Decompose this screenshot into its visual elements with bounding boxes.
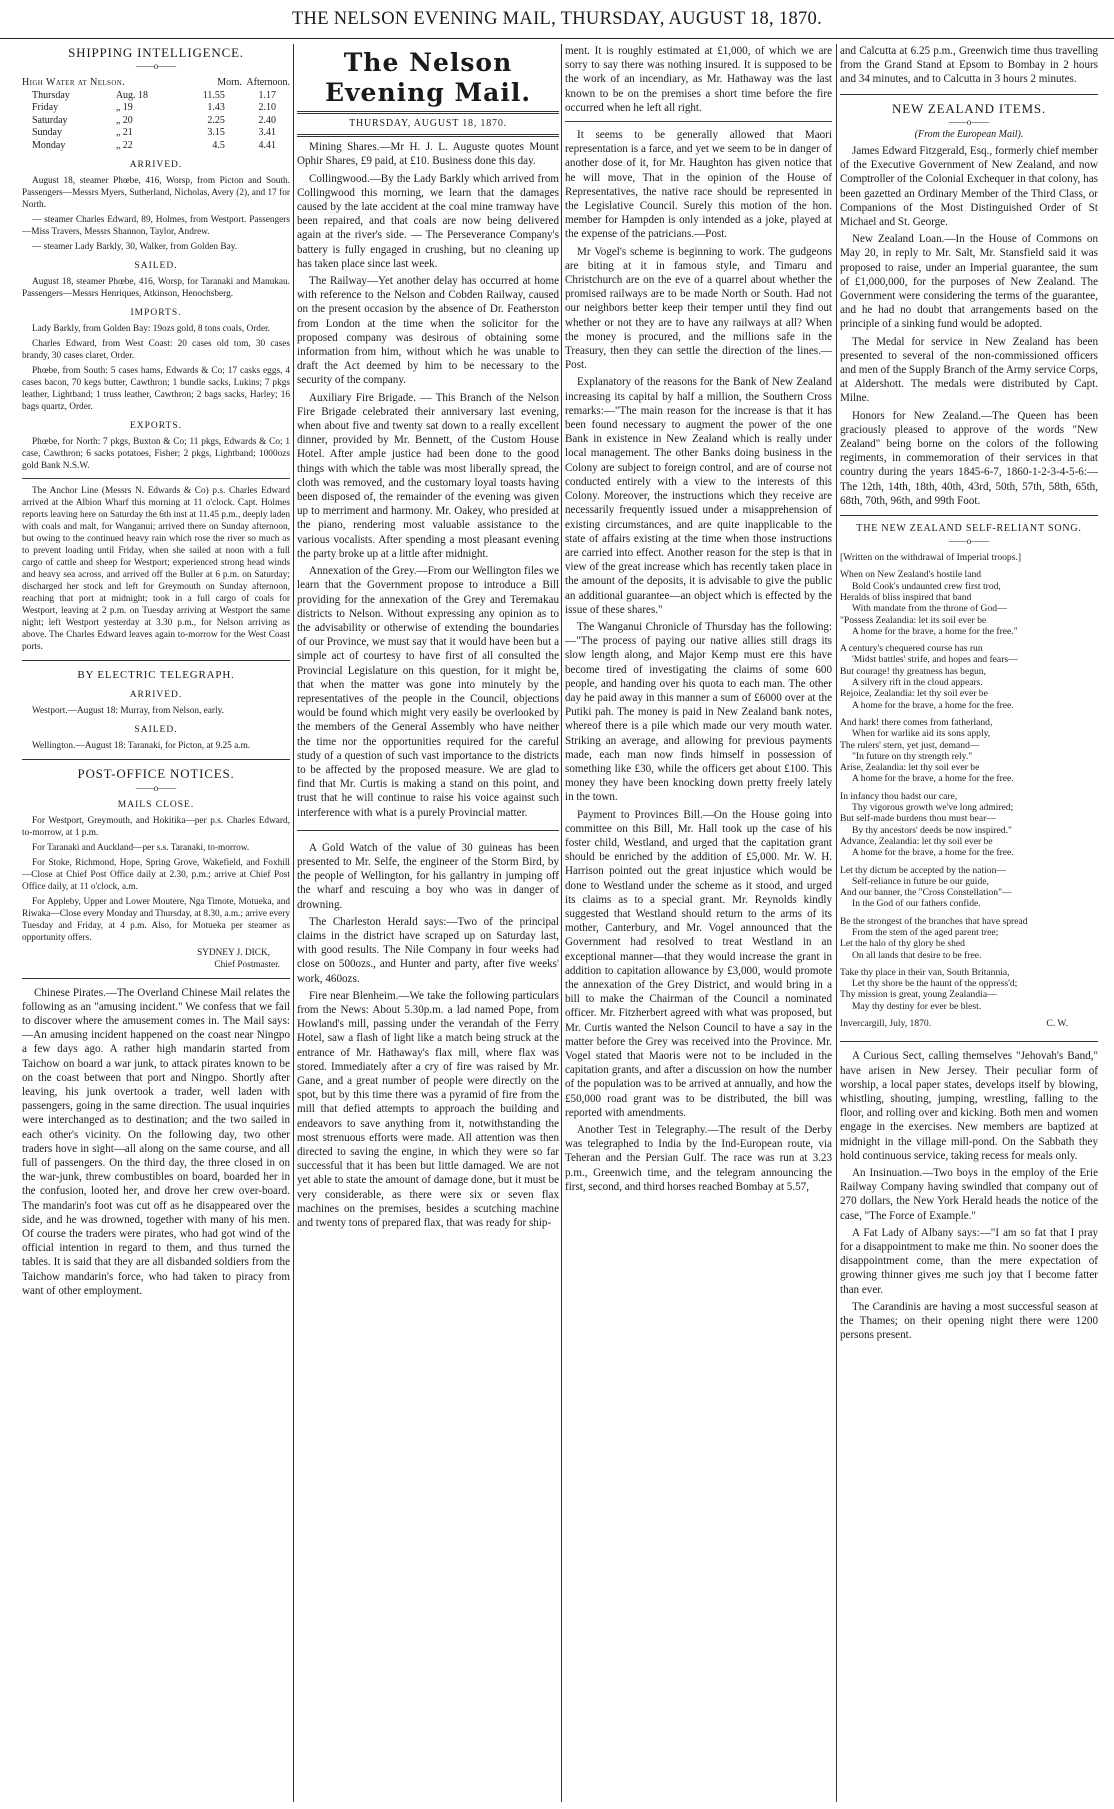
poem-stanza bbox=[840, 967, 1098, 1012]
poem-line: A home for the brave, a home for the free. bbox=[852, 847, 1014, 859]
nz-items-heading: NEW ZEALAND ITEMS. bbox=[892, 100, 1046, 116]
divider bbox=[22, 759, 290, 760]
poem-line: Thy vigorous growth we've long admired; bbox=[852, 802, 1014, 814]
tide-day: Saturday bbox=[32, 114, 68, 126]
fire-blenheim-article: Fire near Blenheim.—We take the following particulars from the News: About 5.30p.m. a lad named Pope, from Howland's mill, passing under the verandah of the Ferry Hotel, saw a flash of light like a match being struck at the entrance of Mr. Hathaway's flax mill, where flax was stored. Immediately after a cry of fire was raised by Mr. Gane, and a great number of people were directly on the spot, but by this time there was a pyramid of fire from the mill that defied attempts to approach the building and endeavors to save anything from it, notwithstanding the most strenuous efforts were made. All attention was then directed to saving the engine, in which they were so far successful that it has been but little damaged. We are not yet able to state the amount of damage done, but it must be very considerable, as there were six or seven flax machines on the premises, besides a scutching machine and twenty tons of prepared flax, that was ready for ship- bbox=[297, 989, 559, 1230]
railway-article: The Railway—Yet another delay has occurred at home with reference to the Nelson and Cobden Railway, caused on the present occasion by the absence of Dr. Featherston from London at the time when the solicitor for the proposed company was desirous of obtaining some information from him, without which he was unable to draft the Act deemed by him to be necessary to the security of the company. bbox=[297, 275, 559, 387]
tide-morn: 2.25 bbox=[207, 114, 225, 126]
tide-morn: 11.55 bbox=[202, 89, 225, 101]
fat-lady-item: A Fat Lady of Albany says:—"I am so fat that I pray for a disappointment to make me thin. No sooner does the disappointment come, than the mere expectation of growing thinner gives me such joy that I become fatter than ever. bbox=[840, 1226, 1098, 1296]
column-1 bbox=[22, 44, 290, 1802]
fire-brigade-article: Auxiliary Fire Brigade. — This Branch of the Nelson Fire Brigade celebrated their anniversary last evening, when about five and twenty sat down to a really excellent dinner, provided by Mr. Bennett, of the Custom House Hotel. After ample justice had been done to the good things with which the table was most liberally spread, the cloth was removed, and the customary loyal toasts having been disposed of, the remainder of the evening was given up to merriment and harmony. Mr. Oakey, who presided at the piano, rendering most valuable assistance to the various vocalists. After spending a most pleasant evening the party broke up at a little after midnight. bbox=[297, 391, 559, 560]
gold-watch-article: A Gold Watch of the value of 30 guineas has been presented to Mr. Selfe, the engineer of the Storm Bird, by the people of Wellington, for his gallantry in jumping off the wharf and rescuing a boy who was in danger of drowning. bbox=[297, 841, 559, 911]
tide-day: Sunday bbox=[32, 127, 62, 139]
post-office-heading: POST-OFFICE NOTICES. bbox=[77, 766, 235, 782]
ornament: ——o—— bbox=[135, 61, 177, 72]
poem-line: Let the halo of thy glory be shed bbox=[840, 938, 965, 950]
poem-line: And hark! there comes from fatherland, bbox=[840, 716, 993, 728]
poem-line: When for warlike aid its sons apply, bbox=[852, 728, 991, 740]
poem-stanza bbox=[840, 643, 1098, 711]
poem-line: From the stem of the aged parent tree; bbox=[852, 927, 999, 938]
poem-line: Let thy shore be the haunt of the oppress'd; bbox=[852, 978, 1018, 990]
column-4 bbox=[840, 44, 1098, 1802]
anchor-line-report: The Anchor Line (Messrs N. Edwards & Co) p.s. Charles Edward arrived at the Albion Wharf this morning at 11 o'clock. Capt. Holmes reports leaving here on Saturday the 6th inst at 11.45 p.m., deeply laden with coals and malt, for Wanganui; arrived there on Sunday afternoon, but owing to the continued heavy rain which rose the river so much as to prevent loading until Friday, when she sailed at noon with a full cargo of cattle and sheep for Westport; experienced strong head winds and heavy sea across, and arrived off the Buller at 6 p.m. on Saturday; discharged her stock and left for Greymouth on Sunday afternoon, reaching that port at midnight; took in a full cargo of coals for Westport, leaving at 2 p.m. on Tuesday arriving at Westport the same night; left Westport yesterday at 3.30 p.m., for Nelson arriving as above. The Charles Edward leaves again to-morrow for the West Coast ports. bbox=[22, 486, 290, 653]
poem-line: On all lands that desire to be free. bbox=[852, 949, 982, 961]
tide-morn: 3.15 bbox=[207, 127, 225, 139]
dateline: THURSDAY, AUGUST 18, 1870. bbox=[349, 118, 507, 129]
divider bbox=[840, 1041, 1098, 1042]
tide-afternoon: 1.17 bbox=[258, 89, 276, 101]
tide-row bbox=[22, 140, 290, 153]
poem-line: With mandate from the throne of God— bbox=[852, 603, 1007, 615]
poem-line: By thy ancestors' deeds be now inspired." bbox=[852, 824, 1012, 836]
imports-heading: IMPORTS. bbox=[130, 308, 182, 319]
medal-item: The Medal for service in New Zealand has been presented to several of the non-commissioned officers and men of the Supply Branch of the Army service Corps, at Aldershott. The medals were distributed by Capt. Milne. bbox=[840, 335, 1098, 405]
fitzgerald-item: James Edward Fitzgerald, Esq., formerly chief member of the Executive Government of New Zealand, and now Comptroller of the Colonial Exchequer in that colony, has been gazetted an Ordinary Member of the Third Class, or Companions of the Most Distinguished Order of St Michael and St. George. bbox=[840, 145, 1098, 229]
telegraph-arrival: Westport.—August 18: Murray, from Nelson, early. bbox=[32, 706, 224, 717]
bank-capital-article: Explanatory of the reasons for the Bank of New Zealand increasing its capital by half a million, the Southern Cross remarks:—"The main reason for the increase is that it has been found necessary to augment the power of the one Bank in existence in New Zealand which is really under local management. The other Banks doing business in the Colony are subject to foreign control, and are of course not conducted entirely with a view to the interests of this Colony. Moreover, the instructions which they receive are necessarily frequently issued under a misapprehension of existing circumstances, and are quite inapplicable to the state of affairs existing at the time when those instructions are carried into effect. Another reason for the step is that in view of the great increase which has recently taken place in the amount of the deposits, it is advisable to give the public an additional guarantee—an object which is effected by the issue of these shares." bbox=[565, 376, 832, 616]
tide-afternoon: 4.41 bbox=[258, 139, 276, 151]
divider bbox=[840, 94, 1098, 95]
poem-line: "In future on thy strength rely." bbox=[852, 750, 973, 762]
nz-loan-item: New Zealand Loan.—In the House of Commons on May 20, in reply to Mr. Salt, Mr. Stansfield said it was proposed to raise, under an Imperial guarantee, the sum of £1,000,000, for the purposes of New Zealand. The Government were considering the terms of the guarantee, and he had no doubt that arrangements based on the principle of a sinking fund would be adopted. bbox=[840, 233, 1098, 331]
telegraph-sailing: Wellington.—August 18: Taranaki, for Picton, at 9.25 a.m. bbox=[32, 741, 251, 752]
poem-line: Self-reliance in future be our guide, bbox=[852, 875, 989, 887]
tide-afternoon: 2.10 bbox=[258, 102, 276, 114]
telegraphy-continuation: and Calcutta at 6.25 p.m., Greenwich time thus travelling from the Grand Stand at Epsom to Bombay in 2 hours and 34 minutes, and to Calcutta in 3 hours 2 minutes. bbox=[840, 45, 1098, 86]
sailed-heading: SAILED. bbox=[134, 261, 178, 272]
poem-line: May thy destiny for ever be blest. bbox=[852, 1000, 982, 1012]
import-entry: Lady Barkly, from Golden Bay: 19ozs gold, 8 tons coals, Order. bbox=[32, 324, 270, 335]
divider bbox=[840, 515, 1098, 516]
tide-row bbox=[22, 90, 290, 103]
arrival-entry: — steamer Lady Barkly, 30, Walker, from Golden Bay. bbox=[32, 242, 238, 253]
poem-line: In infancy thou hadst our care, bbox=[840, 790, 958, 802]
ornament: ——o—— bbox=[135, 782, 177, 793]
newspaper-flag: The Nelson Evening Mail. bbox=[324, 48, 532, 107]
song-signature: C. W. bbox=[1046, 1018, 1068, 1030]
tide-row bbox=[22, 127, 290, 140]
poem-line: When on New Zealand's hostile land bbox=[840, 569, 982, 581]
vogel-scheme-article: Mr Vogel's scheme is beginning to work. The gudgeons are biting at it in famous style, and Timaru and Christchurch are on the eve of a quarrel about whether the promised railways are to be made North or South. Had not our neighbors better keep their temper until they find out whether or not they are to have any railways at all? When the money is procured, and the millions safe in the Treasury, then they can settle the direction of the lines.—Post. bbox=[565, 245, 832, 372]
ornament: ——o—— bbox=[948, 116, 990, 127]
poem-line: Rejoice, Zealandia: let thy soil ever be bbox=[840, 688, 988, 700]
divider bbox=[22, 978, 290, 979]
arrival-entry: August 18, steamer Phœbe, 416, Worsp, from Picton and South. Passengers—Messrs Myers, Sutherland, Nicholas, Avery (2), and 17 for North. bbox=[22, 176, 290, 211]
fire-continuation: ment. It is roughly estimated at £1,000, of which we are sorry to say there was nothing insured. It is supposed to be the work of an incendiary, as Mr. Hathaway was the last known to be on the premises a short time before the fire occurred when he left all right. bbox=[565, 45, 832, 114]
divider bbox=[297, 830, 559, 831]
divider bbox=[22, 660, 290, 661]
tide-date: „ 21 bbox=[115, 127, 133, 139]
mining-shares-article: Mining Shares.—Mr H. J. L. Auguste quotes Mount Ophir Shares, £9 paid, at £10. Business done this day. bbox=[297, 141, 559, 168]
poem-line: In the God of our fathers confide. bbox=[852, 898, 981, 910]
column-rule bbox=[836, 44, 837, 1802]
poem-line: Take thy place in their van, South Britannia, bbox=[840, 966, 1010, 978]
song-note: [Written on the withdrawal of Imperial troops.] bbox=[840, 552, 1022, 564]
collingwood-article: Collingwood.—By the Lady Barkly which arrived from Collingwood this morning, we learn that the damages caused by the late accident at the coal mine tramway have been repaired, and that coals are now being delivered again at the river's side. — The Perseverance Company's battery is fully engaged in crushing, but no cleaning up has taken place since last week. bbox=[297, 172, 559, 270]
poem-line: A silvery rift in the cloud appears. bbox=[852, 677, 983, 689]
tide-header-times bbox=[179, 77, 290, 90]
arrival-entry: — steamer Charles Edward, 89, Holmes, from Westport. Passengers—Miss Travers, Messrs Shannon, Taylor, Andrew. bbox=[22, 215, 290, 238]
poem-line: Advance, Zealandia: let thy soil ever be bbox=[840, 835, 993, 847]
tide-day: Friday bbox=[32, 102, 59, 114]
tide-header-afternoon: Afternoon. bbox=[246, 77, 290, 89]
tide-date: „ 22 bbox=[115, 139, 133, 151]
poem-stanza bbox=[840, 916, 1098, 961]
mail-notice: For Stoke, Richmond, Hope, Spring Grove, Wakefield, and Foxhill—Close at Chief Post Office daily at 2.30, p.m.; arrive at Chief Post Office daily, at 11 o'clock, a.m. bbox=[22, 857, 290, 892]
column-rule bbox=[293, 44, 294, 1802]
poem-line: And our banner, the "Cross Constellation"— bbox=[840, 887, 1012, 899]
telegraphy-article: Another Test in Telegraphy.—The result of the Derby was telegraphed to India by the Ind-European route, via Teheran and the Persian Gulf. The race was run at 3.23 p.m., Greenwich time, and the telegram announcing the first, second, and third horses reached Bombay at 5.57, bbox=[565, 1124, 832, 1193]
annexation-article: Annexation of the Grey.—From our Wellington files we learn that the Government propose to introduce a Bill providing for the annexation of the Grey and Teremakau districts to Nelson. Without expressing any opinion as to the advisability or otherwise of extending the boundaries of our Province, we must say that it would have been but a simple act of courtesy to have first of all consulted the Provincial Legislature on this question, for it might be, that when the matter was gone into minutely by the representatives of the people in the Council, objections would be found which might very easily be overlooked by the members of the General Assembly who have neither the time nor the opportunities required for the careful study of a question of such vast importance to the districts to be affected by the proposed measure. We are glad to find that Mr. Curtis is making a stand on this point, and trust that he will continue to raise his voice against such interference with what is a purely Provincial matter. bbox=[297, 565, 559, 819]
mails-close-heading: MAILS CLOSE. bbox=[117, 799, 195, 810]
poem-line: A home for the brave, a home for the free." bbox=[852, 625, 1018, 637]
sailing-entry: August 18, steamer Phœbe, 416, Worsp, for Taranaki and Manukau. Passengers—Messrs Henriques, Atkinson, Henochsberg. bbox=[22, 277, 290, 300]
poem-line: Let thy dictum be accepted by the nation— bbox=[840, 864, 1006, 876]
song-footer bbox=[840, 1018, 1098, 1029]
poem-line: But courage! thy greatness has begun, bbox=[840, 665, 986, 677]
tide-day: Thursday bbox=[32, 89, 70, 101]
shipping-heading: SHIPPING INTELLIGENCE. bbox=[68, 45, 244, 60]
poem-stanza bbox=[840, 791, 1098, 859]
mail-notice: For Appleby, Upper and Lower Moutere, Nga Timote, Motueka, and Riwaka—Close every Monday and Thursday, at 8.30, a.m.; arrive every Tuesday and Friday, at 4 p.m. Also, for Motueka per steamer as opportunity offers. bbox=[22, 896, 290, 943]
import-entry: Charles Edward, from West Coast: 20 cases old tom, 30 cases brandy, 30 cases claret, Order. bbox=[22, 339, 290, 362]
chinese-pirates-article: Chinese Pirates.—The Overland Chinese Mail relates the following as an "amusing incident." We confess that we fail to discover where the amusement comes in. The Mail says:—An amusing incident happened on the coast near Ningpo a few days ago. A rather high mandarin started from Taichow on board a war junk, to attack pirates known to be on the coast between that port and Ningpo. Shortly after leaving, his junk overtook a trader, well laden with passengers, going in the same direction. The usual inquiries were interchanged as to destination; and the two sailed in each other's vicinity. On the following day, two other traders hove in sight—all along on the same course, and all full of passengers. On the third day, the three closed in on the war-junk, threw combustibles on board, boarded her in the confusion, looted her, and drove her crew over-board. The mandarin's foot was cut off as he disappeared over the side, and he was drowned, together with many of his men. Of course the traders were pirates, who had got wind of the official intention in regard to them, and thus turned the tables. It is said that they are all disbanded soldiers from the Taichow mandarin's force, who had taken to piracy from want of other employment. bbox=[22, 986, 290, 1297]
poem-line: Be the strongest of the branches that have spread bbox=[840, 915, 1028, 927]
column-2 bbox=[297, 44, 559, 1802]
song-poem bbox=[840, 569, 1098, 1012]
tide-header-place: High Water at Nelson. bbox=[22, 77, 126, 89]
poem-line: Arise, Zealandia: let thy soil ever be bbox=[840, 762, 980, 774]
divider bbox=[565, 121, 832, 122]
tide-date: „ 19 bbox=[115, 102, 133, 114]
postmaster-title: Chief Postmaster. bbox=[214, 959, 280, 970]
tide-row bbox=[22, 115, 290, 128]
tide-date: „ 20 bbox=[115, 114, 133, 126]
arrived-heading: ARRIVED. bbox=[129, 160, 183, 171]
curious-sect-item: A Curious Sect, calling themselves "Jehovah's Band," have arisen in New Jersey. Their peculiar form of worship, a local paper states, develops itself by blowing, whistling, shouting, jumping, wrestling, falling to the floor, and rolling over and kicking. Both men and women engage in the exercises. New members are baptized at midnight in the village mill-pond. On the Sabbath they hold continuous service, taking recess for meals only. bbox=[840, 1050, 1098, 1162]
wanganui-chronicle-article: The Wanganui Chronicle of Thursday has the following:—"The process of paying our native allies still drags its slow length along, and Major Kemp must ere this have become tired of investigating the claims of some 600 people, and handing over his quota to each man. The other day he paid away in this manner a sum of £6000 over at the Putiki pah. The money is paid in New Zealand bank notes, whereof there is a pile which made our very mouth water. Striking an average, and allowing for previous payments made, each man now finds himself in possession of something like £30, while the officers get about £100. This money they have been knocking down pretty freely lately in the town. bbox=[565, 620, 832, 804]
column-rule bbox=[561, 44, 562, 1802]
tide-header-morn: Morn. bbox=[217, 77, 242, 89]
telegraph-arrived-heading: ARRIVED. bbox=[129, 690, 183, 701]
poem-line: "Possess Zealandia: let its soil ever be bbox=[840, 614, 987, 626]
insinuation-item: An Insinuation.—Two boys in the employ of the Erie Railway Company having swindled that company out of 270 dollars, the New York Herald heads the notice of the case, "The Force of Example." bbox=[840, 1167, 1098, 1222]
tide-morn: 1.43 bbox=[207, 102, 225, 114]
poem-stanza bbox=[840, 717, 1098, 785]
divider bbox=[297, 134, 559, 137]
telegraph-heading: BY ELECTRIC TELEGRAPH. bbox=[77, 669, 235, 682]
charleston-herald-article: The Charleston Herald says:—Two of the principal claims in the district have scraped up on Saturday last, with good results. The Nile Company in four weeks had close on 500ozs., and Hunter and party, after five weeks' work, 460ozs. bbox=[297, 915, 559, 985]
postmaster-signature: SYDNEY J. DICK, bbox=[197, 947, 270, 958]
ornament: ——o—— bbox=[948, 536, 990, 547]
poem-line: But self-made burdens thou must bear— bbox=[840, 813, 996, 825]
nz-items-source: (From the European Mail). bbox=[914, 128, 1024, 140]
divider bbox=[297, 111, 559, 114]
tide-morn: 4.5 bbox=[212, 139, 225, 151]
mail-notice: For Taranaki and Auckland—per s.s. Taranaki, to-morrow. bbox=[32, 842, 250, 853]
song-title: THE NEW ZEALAND SELF-RELIANT SONG. bbox=[856, 523, 1082, 535]
poem-line: A century's chequered course has run bbox=[840, 643, 983, 655]
maori-representation-article: It seems to be generally allowed that Maori representation is a farce, and yet we seem to be in danger of another dose of it, for Mr. Haughton has given notice that he will move, That in the opinion of the House of Representatives, the native race should be represented in the Legislative Council. Surely this motion of the hon. member for Hampden is only intended as a joke, played at the expense of the patricians.—Post. bbox=[565, 129, 832, 241]
poem-line: Heralds of bliss inspired that band bbox=[840, 591, 972, 603]
tide-row bbox=[22, 102, 290, 115]
poem-stanza bbox=[840, 865, 1098, 910]
poem-line: Thy mission is great, young Zealandia— bbox=[840, 989, 997, 1001]
carandinis-item: The Carandinis are having a most successful season at the Thames; on their opening night there were 1200 persons present. bbox=[840, 1300, 1098, 1342]
provinces-bill-article: Payment to Provinces Bill.—On the House going into committee on this Bill, Mr. Hall took up the case of his foster child, Westland, and urged that the capitation grant should be enriched by the addition of £5,000. Mr. W. H. Harrison pointed out the great injustice which would be done to Westland under the scheme as it stood, and urged its claims as to a special grant. Mr. Reynolds kindly suggested that Westland should return to the arms of its mother, Canterbury, and Mr. Vogel announced that the Government had resolved to treat Westland in an exceptional manner—that they would increase the grant in addition to capitation allowance by £3,000, would promote the annexation of the Grey District, and would bring in a bill to make the Chairman of the Council a nominated officer. Mr. Fitzherbert agreed with what was proposed, but Mr. Curtis wanted the Nelson Council to have a say in the matter before the Grey was received into the Province. Mr. Vogel stated that Maoris were not to be included in the capitation grants, and after a discussion on how the number of the population was to be arrived at annually, and how the £50,000 road grant was to be distributed, the bill was reported with amendments. bbox=[565, 808, 832, 1119]
tide-header-row bbox=[22, 77, 290, 90]
poem-line: A home for the brave, a home for the free. bbox=[852, 773, 1014, 785]
import-entry: Phœbe, from South: 5 cases hams, Edwards & Co; 17 casks eggs, 4 cases bacon, 70 kegs butter, Cawthron; 1 bundle sacks, Lukins; 7 pkgs leather, Lightband; 1 truss leather, Cawthron; 2 bags sacks, Harley; 16 bags quartz, Order. bbox=[22, 366, 290, 413]
poem-line: Bold Cook's undaunted crew first trod, bbox=[852, 580, 1001, 592]
mail-notice: For Westport, Greymouth, and Hokitika—per p.s. Charles Edward, to-morrow, at 1 p.m. bbox=[22, 815, 290, 838]
divider bbox=[22, 478, 290, 479]
poem-line: A home for the brave, a home for the free. bbox=[852, 699, 1014, 711]
tide-date: Aug. 18 bbox=[115, 89, 149, 101]
masthead: THE NELSON EVENING MAIL, THURSDAY, AUGUST 18, 1870. bbox=[0, 0, 1114, 39]
telegraph-sailed-heading: SAILED. bbox=[134, 725, 178, 736]
poem-stanza bbox=[840, 569, 1098, 637]
honors-item: Honors for New Zealand.—The Queen has been graciously pleased to approve of the words "New Zealand" being borne on the colors of the following regiments, in commemoration of their services in that country during the years 1845-6-7, 1860-1-2-3-4-5-6:—The 12th, 14th, 18th, 40th, 43rd, 50th, 57th, 58th, 65th, 68th, 70th, 96th, and 99th Foot. bbox=[840, 409, 1098, 507]
column-3 bbox=[565, 44, 832, 1802]
exports-heading: EXPORTS. bbox=[129, 421, 183, 432]
export-entry: Phœbe, for North: 7 pkgs, Buxton & Co; 11 pkgs, Edwards & Co; 1 case, Cawthron; 6 sacks potatoes, Fisher; 2 pkgs, Lightband; 1000ozs gold Bank N.S.W. bbox=[22, 437, 290, 472]
tide-afternoon: 2.40 bbox=[258, 114, 276, 126]
song-place: Invercargill, July, 1870. bbox=[840, 1018, 932, 1030]
tide-day: Monday bbox=[32, 139, 66, 151]
tide-afternoon: 3.41 bbox=[258, 127, 276, 139]
poem-line: 'Midst battles' strife, and hopes and fears— bbox=[852, 654, 1018, 666]
tide-table bbox=[22, 77, 290, 152]
poem-line: The rulers' stern, yet just, demand— bbox=[840, 739, 980, 751]
